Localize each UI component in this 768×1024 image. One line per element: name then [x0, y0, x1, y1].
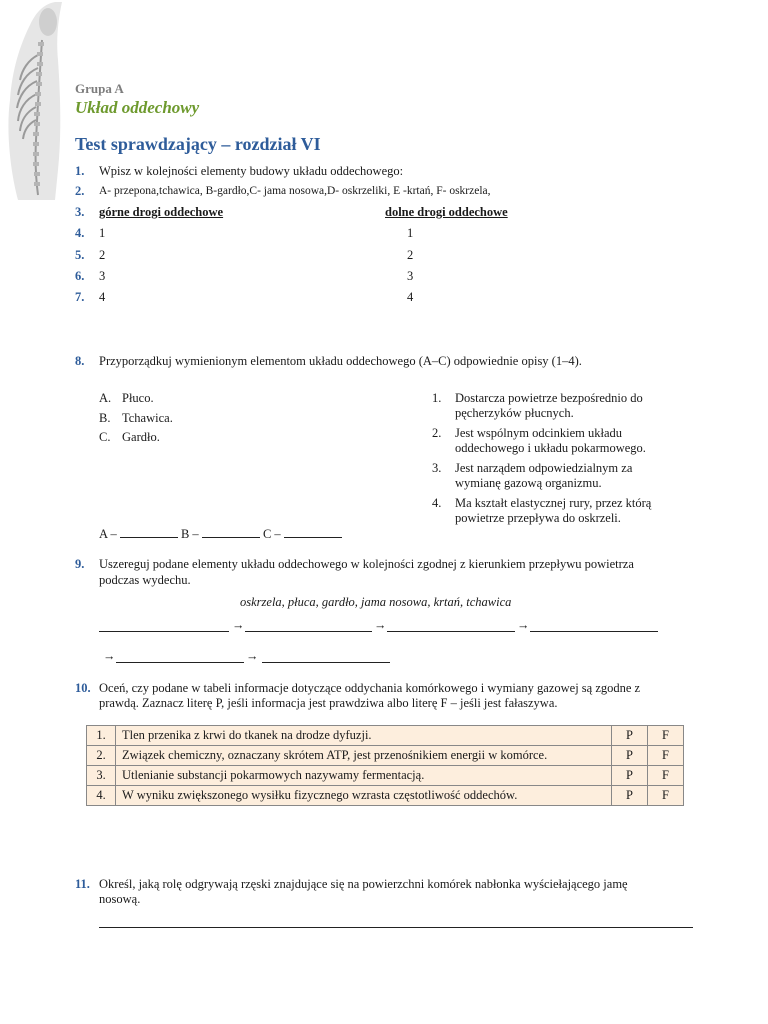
column-header-lower-airways: dolne drogi oddechowe — [385, 205, 508, 219]
column-header-upper-airways: górne drogi oddechowe — [99, 205, 224, 219]
description-mark: 3. — [432, 461, 442, 475]
row-number: 7. — [75, 290, 85, 304]
row-number: 3. — [87, 766, 116, 786]
table-row — [87, 746, 684, 766]
question-number: 2. — [75, 184, 85, 198]
true-option[interactable]: P — [612, 726, 648, 746]
answer-a-label: A – — [99, 527, 117, 541]
statement-text: Utlenianie substancji pokarmowych nazywamy fermentacją. — [116, 766, 612, 786]
true-option[interactable]: P — [612, 786, 648, 806]
description-mark: 4. — [432, 496, 442, 510]
description-line: Jest narządem odpowiedzialnym za — [455, 461, 633, 475]
lower-airways-slot: 1 — [407, 226, 414, 240]
description-line: wymianę gazową organizmu. — [455, 476, 602, 490]
row-number: 4. — [87, 786, 116, 806]
false-option[interactable]: F — [648, 786, 684, 806]
description-line: pęcherzyków płucnych. — [455, 406, 574, 420]
arrow-icon: → — [103, 649, 116, 663]
answer-b-label: B – — [180, 527, 199, 541]
option-label: Tchawica. — [122, 411, 173, 425]
section-title: Układ oddechowy — [75, 98, 200, 117]
answer-b-blank[interactable] — [202, 537, 260, 538]
arrow-icon: → — [246, 649, 259, 663]
false-option[interactable]: F — [648, 766, 684, 786]
question-text: prawdą. Zaznacz literę P, jeśli informacja jest prawdziwa albo literę F – jeśli jest fałaszywa. — [99, 696, 558, 710]
answer-line[interactable] — [99, 927, 693, 928]
row-number: 6. — [75, 269, 85, 283]
statement-text: Związek chemiczny, oznaczany skrótem ATP, jest przenośnikiem energii w komórce. — [116, 746, 612, 766]
option-label: Płuco. — [122, 391, 154, 405]
option-label: Gardło. — [122, 430, 160, 444]
upper-airways-slot: 4 — [99, 290, 106, 304]
description-line: powietrze przepływa do oskrzeli. — [455, 511, 621, 525]
option-mark: C. — [99, 430, 111, 444]
question-text: Wpisz w kolejności elementy budowy układu oddechowego: — [99, 164, 404, 178]
answer-a-blank[interactable] — [120, 537, 178, 538]
question-number: 1. — [75, 164, 85, 178]
row-number: 2. — [87, 746, 116, 766]
test-title: Test sprawdzający – rozdział VI — [75, 134, 321, 154]
false-option[interactable]: F — [648, 726, 684, 746]
description-line: oddechowego i układu pokarmowego. — [455, 441, 646, 455]
upper-airways-slot: 2 — [99, 248, 106, 262]
description-line: Ma kształt elastycznej rury, przez którą — [455, 496, 652, 510]
table-row — [87, 726, 684, 746]
question-number: 3. — [75, 205, 85, 219]
table-row — [87, 786, 684, 806]
arrow-icon: → — [232, 618, 245, 632]
question-text: Przyporządkuj wymienionym elementom układu oddechowego (A–C) odpowiednie opisy (1–4). — [99, 354, 582, 368]
question-number: 9. — [75, 557, 85, 571]
question-number: 11. — [75, 877, 90, 891]
question-text: Oceń, czy podane w tabeli informacje dotyczące oddychania komórkowego i wymiany gazowej są zgodne z — [99, 681, 641, 695]
answer-c-label: C – — [262, 527, 281, 541]
answer-line — [99, 527, 342, 542]
description-mark: 1. — [432, 391, 442, 405]
sequence-blank[interactable] — [116, 662, 244, 663]
description-mark: 2. — [432, 426, 442, 440]
sequence-blank[interactable] — [262, 662, 390, 663]
true-option[interactable]: P — [612, 746, 648, 766]
true-false-table — [86, 725, 684, 806]
description-line: Jest wspólnym odcinkiem układu — [455, 426, 622, 440]
option-mark: A. — [99, 391, 112, 405]
sequence-blank[interactable] — [387, 631, 515, 632]
group-label: Grupa A — [75, 81, 124, 96]
question-text: Określ, jaką rolę odgrywają rzęski znajdujące się na powierzchni komórek nabłonka wyściełającego jamę — [99, 877, 628, 891]
lower-airways-slot: 3 — [407, 269, 414, 283]
option-mark: B. — [99, 411, 111, 425]
question-text: A- przepona,tchawica, B-gardło,C- jama nosowa,D- oskrzeliki, E -krtań, F- oskrzela, — [99, 185, 491, 197]
statement-text: W wyniku zwiększonego wysiłku fizycznego wzrasta częstotliwość oddechów. — [116, 786, 612, 806]
question-number: 10. — [75, 681, 91, 695]
upper-airways-slot: 3 — [99, 269, 106, 283]
question-text: podczas wydechu. — [99, 573, 191, 587]
lower-airways-slot: 2 — [407, 248, 414, 262]
lower-airways-slot: 4 — [407, 290, 414, 304]
upper-airways-slot: 1 — [99, 226, 106, 240]
table-row — [87, 766, 684, 786]
arrow-icon: → — [374, 618, 387, 632]
row-number: 4. — [75, 226, 85, 240]
skeleton-illustration — [0, 0, 70, 200]
true-option[interactable]: P — [612, 766, 648, 786]
description-line: Dostarcza powietrze bezpośrednio do — [455, 391, 643, 405]
row-number: 1. — [87, 726, 116, 746]
sequence-blank[interactable] — [99, 631, 229, 632]
elements-list: oskrzela, płuca, gardło, jama nosowa, krtań, tchawica — [240, 595, 512, 609]
answer-c-blank[interactable] — [284, 537, 342, 538]
arrow-icon: → — [517, 618, 530, 632]
sequence-blank[interactable] — [245, 631, 372, 632]
sequence-blank[interactable] — [530, 631, 658, 632]
question-text: nosową. — [99, 892, 141, 906]
question-text: Uszereguj podane elementy układu oddechowego w kolejności zgodnej z kierunkiem przepływu powietrza — [99, 557, 634, 571]
row-number: 5. — [75, 248, 85, 262]
false-option[interactable]: F — [648, 746, 684, 766]
question-number: 8. — [75, 354, 85, 368]
statement-text: Tlen przenika z krwi do tkanek na drodze dyfuzji. — [116, 726, 612, 746]
